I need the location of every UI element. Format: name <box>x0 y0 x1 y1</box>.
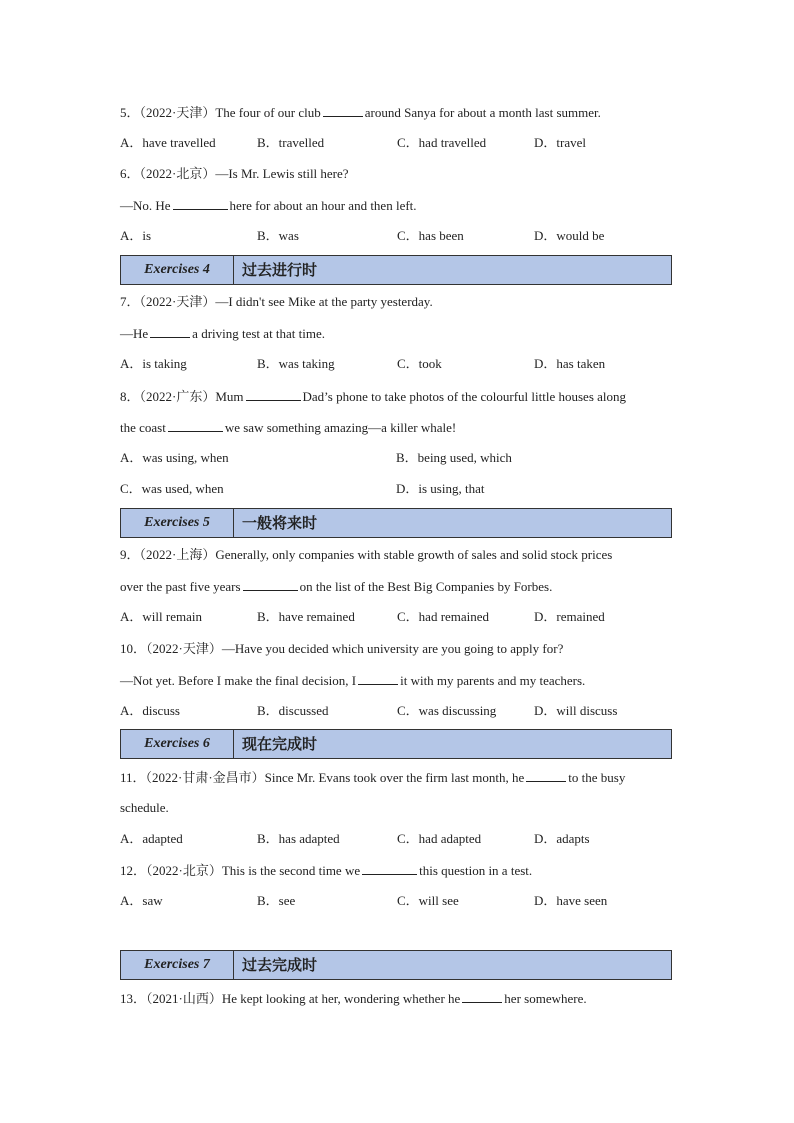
question-7-options <box>120 356 680 372</box>
option-b: B．was <box>257 228 299 243</box>
question-7-stem: 7．（2022·天津）—I didn't see Mike at the party yesterday. <box>120 294 433 309</box>
option-c: C．took <box>397 356 442 371</box>
section-header-exercises-4 <box>120 255 672 285</box>
option-a: A．saw <box>120 893 163 908</box>
answer-blank <box>358 672 398 685</box>
option-b: B．was taking <box>257 356 335 371</box>
option-c: C．was discussing <box>397 703 497 718</box>
option-b: B．discussed <box>257 703 329 718</box>
section-header-exercises-7 <box>120 950 672 980</box>
option-a: A．is <box>120 228 152 243</box>
question-11-stem: 11．（2022·甘肃·金昌市）Since Mr. Evans took over the firm last month, he to the busy <box>120 770 626 785</box>
option-b: B．see <box>257 893 296 908</box>
question-11-options <box>120 831 680 847</box>
option-b: B．travelled <box>257 135 325 150</box>
option-c: C．was used, when <box>120 481 224 496</box>
question-7-reply: —He a driving test at that time. <box>120 326 326 341</box>
question-12-options <box>120 893 680 909</box>
exercise-number: Exercises 5 <box>121 509 234 537</box>
exercise-number: Exercises 6 <box>121 730 234 758</box>
option-c: C．has been <box>397 228 464 243</box>
question-5-stem: 5．（2022·天津）The four of our club around Sanya for about a month last summer. <box>120 105 601 120</box>
question-6-stem: 6．（2022·北京）—Is Mr. Lewis still here? <box>120 166 349 181</box>
question-10-reply: —Not yet. Before I make the final decision, I it with my parents and my teachers. <box>120 673 586 688</box>
exercise-number: Exercises 4 <box>121 256 234 284</box>
option-b: B．being used, which <box>396 450 512 465</box>
question-9-stem-cont: over the past five years on the list of the Best Big Companies by Forbes. <box>120 579 553 594</box>
option-a: A．will remain <box>120 609 202 624</box>
question-5-options <box>120 135 680 151</box>
option-a: A．discuss <box>120 703 180 718</box>
section-header-exercises-6 <box>120 729 672 759</box>
option-d: D．would be <box>534 228 605 243</box>
answer-blank <box>526 769 566 782</box>
question-8-stem-cont: the coast we saw something amazing—a killer whale! <box>120 420 457 435</box>
option-d: D．have seen <box>534 893 608 908</box>
question-11-stem-cont: schedule. <box>120 800 169 815</box>
answer-blank <box>150 325 190 338</box>
option-d: D．has taken <box>534 356 606 371</box>
question-6-options <box>120 228 680 244</box>
option-a: A．have travelled <box>120 135 216 150</box>
question-8-options-row1 <box>120 450 680 466</box>
answer-blank <box>323 104 363 117</box>
option-c: C．will see <box>397 893 459 908</box>
question-8-stem: 8．（2022·广东）Mum Dad’s phone to take photos of the colourful little houses along <box>120 389 627 404</box>
option-d: D．will discuss <box>534 703 618 718</box>
option-d: D．adapts <box>534 831 590 846</box>
question-13-stem: 13．（2021·山西）He kept looking at her, wondering whether he her somewhere. <box>120 991 587 1006</box>
question-12-stem: 12．（2022·北京）This is the second time we this question in a test. <box>120 863 533 878</box>
option-b: B．has adapted <box>257 831 340 846</box>
section-title: 过去完成时 <box>242 956 318 974</box>
answer-blank <box>246 388 301 401</box>
option-c: C．had travelled <box>397 135 487 150</box>
option-b: B．have remained <box>257 609 355 624</box>
answer-blank <box>173 197 228 210</box>
question-10-stem: 10．（2022·天津）—Have you decided which university are you going to apply for? <box>120 641 564 656</box>
option-a: A．adapted <box>120 831 183 846</box>
option-d: D．remained <box>534 609 605 624</box>
answer-blank <box>168 419 223 432</box>
section-title: 一般将来时 <box>242 514 318 532</box>
answer-blank <box>243 578 298 591</box>
question-8-options-row2 <box>120 481 680 497</box>
question-6-reply: —No. He here for about an hour and then left. <box>120 198 417 213</box>
question-10-options <box>120 703 680 719</box>
option-a: A．is taking <box>120 356 187 371</box>
section-title: 现在完成时 <box>242 735 318 753</box>
section-header-exercises-5 <box>120 508 672 538</box>
section-title: 过去进行时 <box>242 261 318 279</box>
exercise-number: Exercises 7 <box>121 951 234 979</box>
question-9-options <box>120 609 680 625</box>
option-d: D．travel <box>534 135 586 150</box>
option-d: D．is using, that <box>396 481 485 496</box>
option-c: C．had adapted <box>397 831 482 846</box>
option-a: A．was using, when <box>120 450 229 465</box>
option-c: C．had remained <box>397 609 490 624</box>
question-9-stem: 9．（2022·上海）Generally, only companies with stable growth of sales and solid stock prices <box>120 547 613 562</box>
answer-blank <box>462 990 502 1003</box>
answer-blank <box>362 862 417 875</box>
